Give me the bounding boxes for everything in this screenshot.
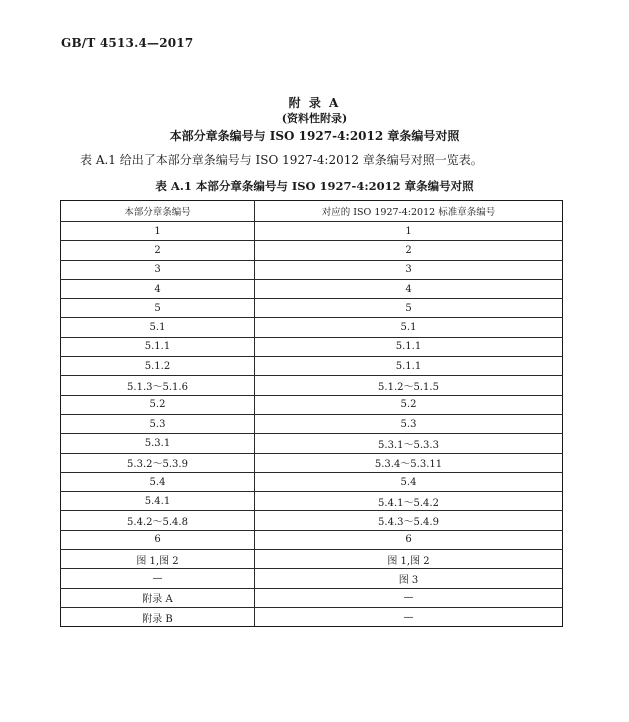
annex-heading: 本部分章条编号与 ISO 1927-4:2012 章条编号对照 [169, 129, 460, 143]
table-row [61, 453, 563, 472]
table-row [61, 279, 563, 298]
cell-this-part-clause: 附录 B [61, 607, 255, 626]
cell-iso-clause: 5.1.1 [255, 357, 563, 376]
cell-iso-clause: 5.1 [255, 318, 563, 337]
cell-iso-clause: 图 3 [255, 569, 563, 588]
table-row [61, 299, 563, 318]
table-row [61, 434, 563, 453]
cell-this-part-clause: 图 1,图 2 [61, 550, 255, 569]
cell-iso-clause: 5.2 [255, 395, 563, 414]
cell-iso-clause: — [255, 588, 563, 607]
cell-this-part-clause: 5.1.3～5.1.6 [61, 376, 255, 395]
table-row [61, 222, 563, 241]
table-row [61, 530, 563, 549]
cell-this-part-clause: 5.3.1 [61, 434, 255, 453]
cell-this-part-clause: 3 [61, 260, 255, 279]
cell-iso-clause: 4 [255, 279, 563, 298]
table-header-row [61, 201, 563, 222]
cell-iso-clause: 1 [255, 222, 563, 241]
table-row [61, 414, 563, 433]
cell-this-part-clause: — [61, 569, 255, 588]
cell-iso-clause: 5.4 [255, 472, 563, 491]
table-row [61, 569, 563, 588]
cell-iso-clause: 5.1.1 [255, 337, 563, 356]
annex-type: (资料性附录) [281, 112, 348, 125]
table-row [61, 588, 563, 607]
cell-this-part-clause: 5.3 [61, 414, 255, 433]
cell-this-part-clause: 5.4.2～5.4.8 [61, 511, 255, 530]
annex-label: 附 录 A [288, 96, 341, 110]
cell-this-part-clause: 5.2 [61, 395, 255, 414]
table-row [61, 357, 563, 376]
cell-iso-clause: 5 [255, 299, 563, 318]
table-body [61, 222, 563, 627]
cell-iso-clause: 3 [255, 260, 563, 279]
column-header-this-part: 本部分章条编号 [61, 201, 255, 222]
cell-this-part-clause: 5.4 [61, 472, 255, 491]
table-row [61, 260, 563, 279]
table-row [61, 472, 563, 491]
clause-mapping-table [60, 200, 563, 627]
cell-this-part-clause: 5.1.2 [61, 357, 255, 376]
table-row [61, 241, 563, 260]
intro-paragraph: 表 A.1 给出了本部分章条编号与 ISO 1927-4:2012 章条编号对照一览表。 [80, 153, 483, 167]
cell-this-part-clause: 5.3.2～5.3.9 [61, 453, 255, 472]
cell-this-part-clause: 4 [61, 279, 255, 298]
cell-iso-clause: 5.4.1～5.4.2 [255, 492, 563, 511]
column-header-iso: 对应的 ISO 1927-4:2012 标准章条编号 [255, 201, 563, 222]
table-row [61, 395, 563, 414]
table-row [61, 337, 563, 356]
cell-iso-clause: 图 1,图 2 [255, 550, 563, 569]
table-row [61, 607, 563, 626]
table-row [61, 376, 563, 395]
cell-iso-clause: 5.4.3～5.4.9 [255, 511, 563, 530]
table-row [61, 550, 563, 569]
cell-this-part-clause: 5.1 [61, 318, 255, 337]
cell-iso-clause: 5.1.2～5.1.5 [255, 376, 563, 395]
cell-iso-clause: 5.3.1～5.3.3 [255, 434, 563, 453]
cell-this-part-clause: 1 [61, 222, 255, 241]
cell-this-part-clause: 5.1.1 [61, 337, 255, 356]
table-row [61, 492, 563, 511]
table-row [61, 318, 563, 337]
cell-iso-clause: 2 [255, 241, 563, 260]
cell-iso-clause: 5.3.4～5.3.11 [255, 453, 563, 472]
cell-iso-clause: 6 [255, 530, 563, 549]
standard-number: GB/T 4513.4—2017 [61, 36, 194, 50]
cell-this-part-clause: 6 [61, 530, 255, 549]
cell-this-part-clause: 2 [61, 241, 255, 260]
table-row [61, 511, 563, 530]
cell-iso-clause: 5.3 [255, 414, 563, 433]
table-caption: 表 A.1 本部分章条编号与 ISO 1927-4:2012 章条编号对照 [155, 179, 474, 193]
cell-this-part-clause: 5 [61, 299, 255, 318]
cell-iso-clause: — [255, 607, 563, 626]
cell-this-part-clause: 附录 A [61, 588, 255, 607]
cell-this-part-clause: 5.4.1 [61, 492, 255, 511]
